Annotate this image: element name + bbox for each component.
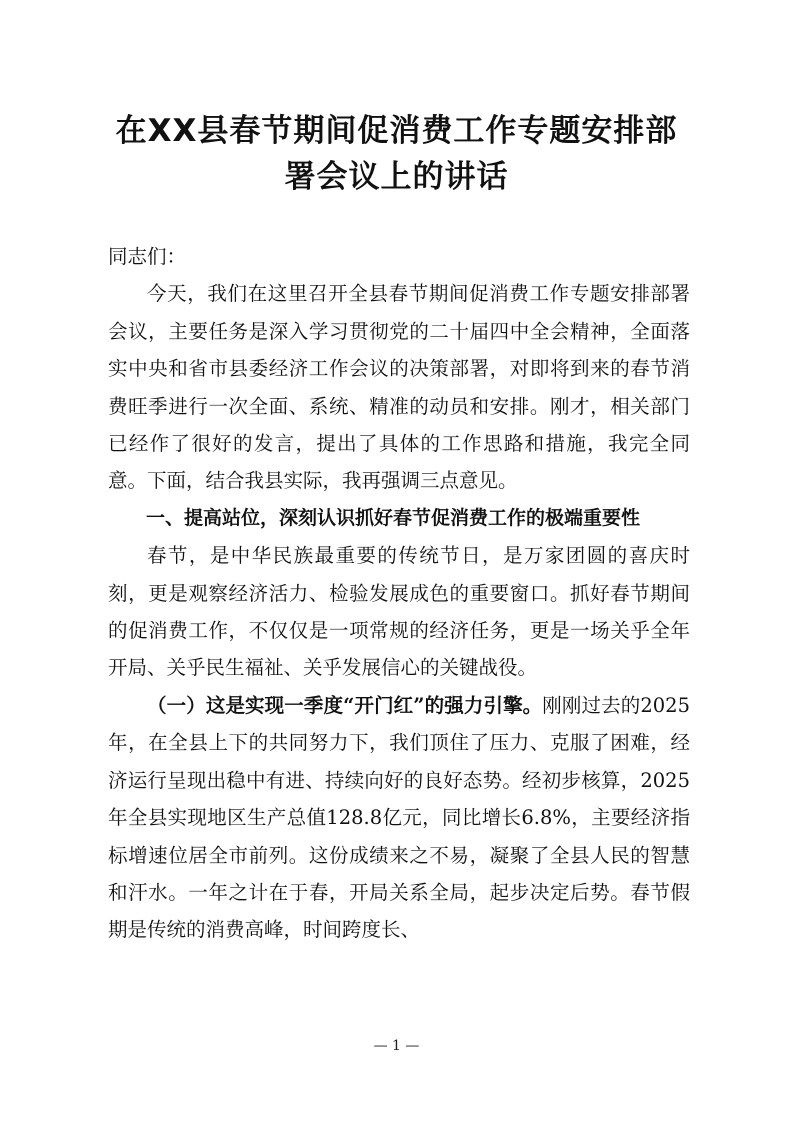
paragraph-lead-sentence: （一）这是实现一季度“开门红”的强力引擎。 [147,693,543,717]
title-line-2: 署会议上的讲话 [284,159,509,195]
paragraph-first-quarter [108,687,690,949]
page-number: — 1 — [373,1038,420,1054]
document-title [100,108,693,200]
document-body [108,238,690,949]
section-heading-1: 一、提高站位，深刻认识抓好春节促消费工作的极端重要性 [146,506,641,529]
paragraph-intro: 今天，我们在这里召开全县春节期间促消费工作专题安排部署会议，主要任务是深入学习贯彻党的二十届四中全会精神，全面落实中央和省市县委经济工作会议的决策部署，对即将到来的春节消费旺季进行一次全面、系统、精准的动员和安排。刚才，相关部门已经作了很好的发言，提出了具体的工作思路和措施，我完全同意。下面，结合我县实际，我再强调三点意见。 [108,282,690,493]
title-line-1: 在XX县春节期间促消费工作专题安排部 [115,113,678,149]
paragraph-first-quarter-text: 刚刚过去的2025年，在全县上下的共同努力下，我们顶住了压力、克服了困难，经济运行呈现出稳中有进、持续向好的良好态势。经初步核算，2025年全县实现地区生产总值128.8亿元，同比增长6.8%，主要经济指标增速位居全市前列。这份成绩来之不易，凝聚了全县人民的智慧和汗水。一年之计在于春，开局关系全局，起步决定后势。春节假期是传统的消费高峰，时间跨度长、 [108,693,690,942]
paragraph-spring-festival: 春节，是中华民族最重要的传统节日，是万家团圆的喜庆时刻，更是观察经济活力、检验发展成色的重要窗口。抓好春节期间的促消费工作，不仅仅是一项常规的经济任务，更是一场关乎全年开局、关乎民生福祉、关乎发展信心的关键战役。 [108,544,690,680]
salutation: 同志们： [108,245,187,268]
